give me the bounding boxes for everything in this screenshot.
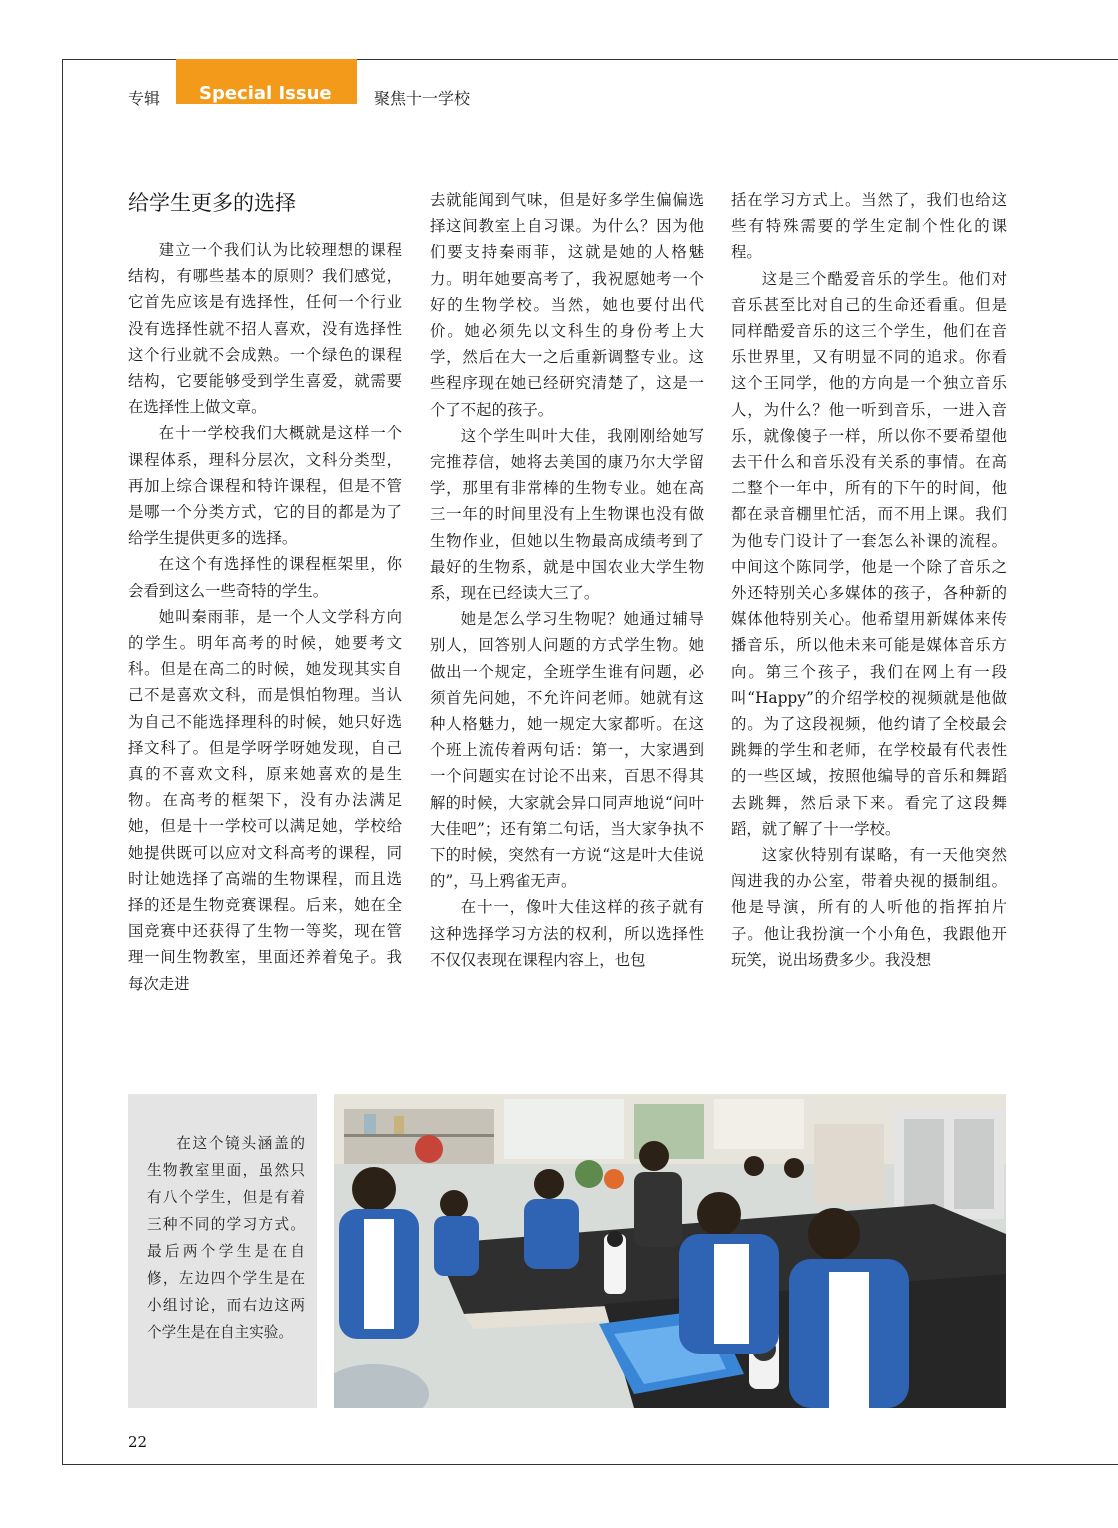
classroom-photo (334, 1094, 1006, 1408)
page-number: 22 (128, 1433, 148, 1451)
paragraph: 在这个有选择性的课程框架里，你会看到这么一些奇特的学生。 (128, 555, 402, 600)
paragraph-continued: 括在学习方式上。当然了，我们也给这些有特殊需要的学生定制个性化的课程。 (731, 191, 1007, 262)
paragraph: 她叫秦雨菲，是一个人文学科方向的学生。明年高考的时候，她要考文科。但是在高二的时候，她发现其实自己不是喜欢文科，而是惧怕物理。当认为自己不能选择理科的时候，她只好选择文科了。但是学呀学呀她发现，自己真的不喜欢文科，原来她喜欢的是生物。在高考的框架下，没有办法满足她，但是十一学校可以满足她，学校给她提供既可以应对文科高考的课程，同时让她选择了高端的生物课程，而且选择的还是生物竞赛课程。后来，她在全国竞赛中还获得了生物一等奖，现在管理一间生物教室，里面还养着兔子。我每次走进 (128, 607, 402, 993)
special-issue-badge (176, 59, 357, 104)
article-title: 给学生更多的选择 (128, 191, 296, 215)
paragraph: 这家伙特别有谋略，有一天他突然闯进我的办公室，带着央视的摄制组。他是导演，所有的人听他的指挥拍片子。他让我扮演一个小角色，我跟他开玩笑，说出场费多少。我没想 (731, 846, 1007, 969)
photo-caption: 在这个镜头涵盖的生物教室里面，虽然只有八个学生，但是有着三种不同的学习方式。最后两个学生是在自修，左边四个学生是在小组讨论，而右边这两个学生是在自主实验。 (147, 1135, 305, 1341)
frame-bottom-rule (62, 1464, 1118, 1465)
paragraph: 建立一个我们认为比较理想的课程结构，有哪些基本的原则？我们感觉，它首先应该是有选择性，任何一个行业没有选择性就不招人喜欢，没有选择性这个行业就不会成熟。一个绿色的课程结构，它要能够受到学生喜爱，就需要在选择性上做文章。 (128, 241, 402, 417)
frame-left-rule (62, 59, 63, 1465)
photo-caption-box (128, 1094, 317, 1408)
text-column-2 (430, 187, 704, 973)
header-subject: 聚焦十一学校 (374, 89, 471, 108)
paragraph: 这个学生叫叶大佳，我刚刚给她写完推荐信，她将去美国的康乃尔大学留学，那里有非常棒的生物专业。她在高三一年的时间里没有上生物课也没有做生物作业，但她以生物最高成绩考到了最好的生物系，就是中国农业大学生物系，现在已经读大三了。 (430, 426, 704, 603)
classroom-photo-illustration (334, 1094, 1006, 1408)
header-section-label: 专辑 (128, 89, 161, 108)
special-issue-label: Special Issue (199, 83, 332, 104)
paragraph: 她是怎么学习生物呢？她通过辅导别人，回答别人问题的方式学生物。她做出一个规定，全班学生谁有问题，必须首先问她，不允许问老师。她就有这种人格魅力，她一规定大家都听。在这个班上流传着两句话：第一，大家遇到一个问题实在讨论不出来，百思不得其解的时候，大家就会异口同声地说“问叶大佳吧”；还有第二句话，当大家争执不下的时候，突然有一方说“这是叶大佳说的”，马上鸦雀无声。 (430, 610, 704, 891)
paragraph: 在十一，像叶大佳这样的孩子就有这种选择学习方法的权利，所以选择性不仅仅表现在课程内容上，也包 (430, 898, 704, 969)
paragraph: 这是三个酷爱音乐的学生。他们对音乐甚至比对自己的生命还看重。但是同样酷爱音乐的这三个学生，他们在音乐世界里，又有明显不同的追求。你看这个王同学，他的方向是一个独立音乐人，为什么？他一听到音乐，一进入音乐，就像傻子一样，所以你不要希望他去干什么和音乐没有关系的事情。在高二整个一年中，所有的下午的时间，他都在录音棚里忙活，而不用上课。我们为他专门设计了一套怎么补课的流程。中间这个陈同学，他是一个除了音乐之外还特别关心多媒体的孩子，各种新的媒体他特别关心。他希望用新媒体来传播音乐，所以他未来可能是媒体音乐方向。第三个孩子，我们在网上有一段叫“Happy”的介绍学校的视频就是他做的。为了这段视频，他约请了全校最会跳舞的学生和老师，在学校最有代表性的一些区域，按照他编导的音乐和舞蹈去跳舞，然后录下来。看完了这段舞蹈，就了解了十一学校。 (731, 269, 1007, 838)
text-column-1 (128, 237, 402, 997)
text-column-3 (731, 187, 1007, 973)
paragraph: 在十一学校我们大概就是这样一个课程体系，理科分层次，文科分类型，再加上综合课程和特许课程，但是不管是哪一个分类方式，它的目的都是为了给学生提供更多的选择。 (128, 424, 402, 548)
paragraph-continued: 去就能闻到气味，但是好多学生偏偏选择这间教室上自习课。为什么？因为他们要支持秦雨菲，这就是她的人格魅力。明年她要高考了，我祝愿她考一个好的生物学校。当然，她也要付出代价。她必须先以文科生的身份考上大学，然后在大一之后重新调整专业。这些程序现在她已经研究清楚了，这是一个了不起的孩子。 (430, 191, 704, 419)
